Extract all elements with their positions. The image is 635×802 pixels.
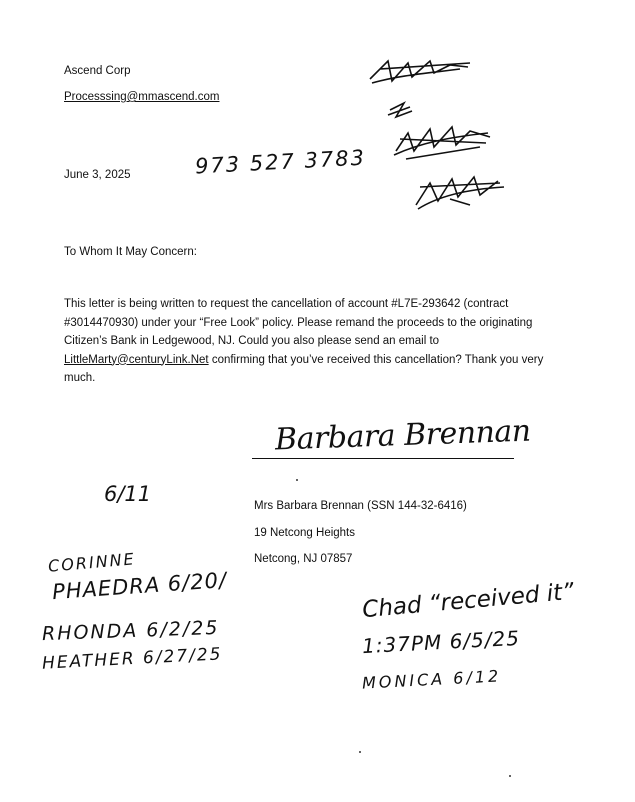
signature: Barbara Brennan [274,413,532,458]
signer-name: Mrs Barbara Brennan (SSN 144-32-6416) [254,500,467,512]
handwritten-phaedra: PHAEDRA 6/20/ [51,567,228,605]
handwritten-monica: MONICA 6/12 [361,666,502,693]
address-line2: Netcong, NJ 07857 [254,553,353,565]
speck [296,479,298,481]
letter-body-part1: This letter is being written to request the cancellation of account #L7E-293642 (contract #3014470930) under your “Free Look” policy. Please remand the proceeds to the originating Citizen’s Bank in Ledgewood, NJ. Could you also please send an email to [64,298,533,347]
handwritten-time: 1:37PM 6/5/25 [361,625,521,659]
reply-email-link[interactable]: LittleMarty@centuryLink.Net [64,353,209,366]
company-email-link[interactable]: Processsing@mmascend.com [64,91,220,103]
letter-date: June 3, 2025 [64,169,131,181]
handwritten-rhonda: RHONDA 6/2/25 [41,616,220,646]
handwritten-heather: HEATHER 6/27/25 [41,644,223,674]
speck [509,775,511,777]
salutation: To Whom It May Concern: [64,246,197,258]
company-name: Ascend Corp [64,65,131,77]
handwritten-phone: 973 527 3783 [194,145,367,179]
handwritten-corinne: CORINNE [47,549,137,576]
handwritten-date-note: 6/11 [104,482,152,506]
handwritten-chad-note: Chad “received it” [361,578,576,624]
address-line1: 19 Netcong Heights [254,527,356,539]
letter-body-part2: confirming that you’ve received this cancellation? Thank you very much. [64,353,544,384]
speck [359,751,361,753]
